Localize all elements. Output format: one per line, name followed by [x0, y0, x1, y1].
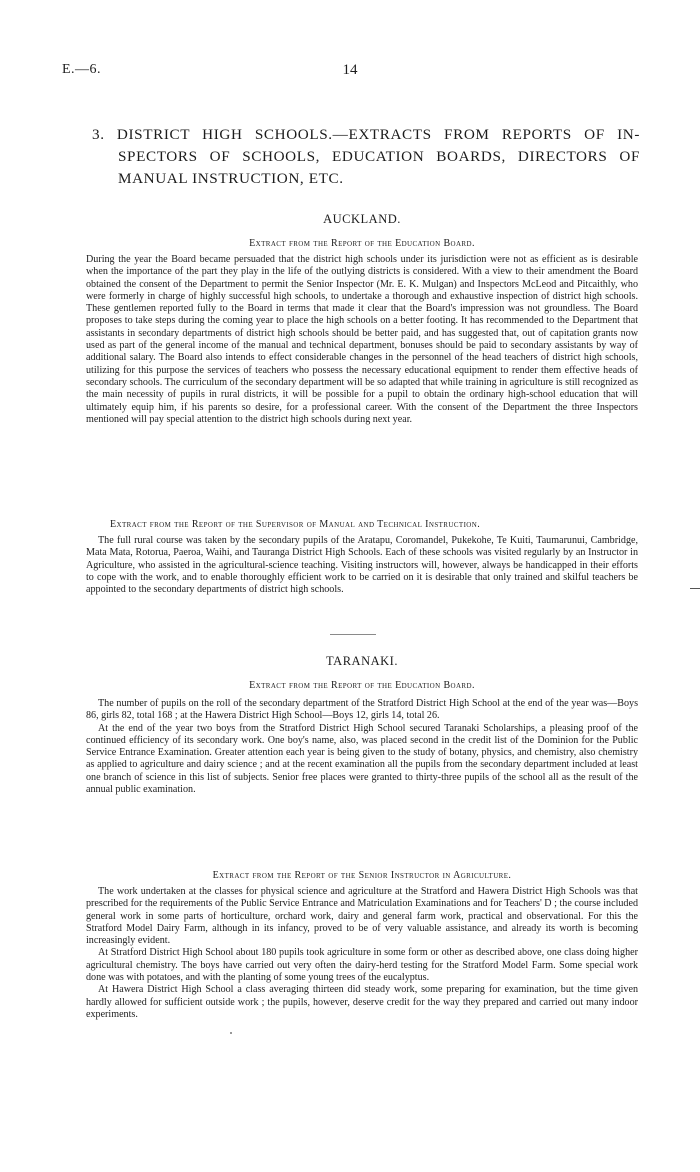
section-divider — [330, 634, 376, 635]
title-line-2: SPECTORS OF SCHOOLS, EDUCATION BOARDS, DIRECTORS OF — [118, 148, 640, 165]
auckland-board-paragraph: During the year the Board became persuaded that the district high schools under its jurisdiction were not as efficient as is desirable when the importance of the part they play in the life of the outlying districts is considered. With a view to their amendment the Board obtained the consent of the Department to permit the Senior Inspector (Mr. E. K. Mulgan) and Inspectors McLeod and Pitcaithly, who were formerly in charge of highly successful high schools, to undertake a thorough and exhaustive inspection of district high schools. These gentlemen reported fully to the Board in terms that made it clear that the Board's impression was not groundless. The Board proposes to take steps during the coming year to place the high schools on a better footing. It has recommended to the Department that assistants in secondary departments of district high schools should be better paid, and has suggested that, out of capitation grants now used as part of the general income of the manual and technical department, bonuses should be paid to secondary assistants by way of additional salary. The Board also intends to effect considerable changes in the personnel of the head teachers of district high schools, utilizing for this purpose the services of teachers who possess the necessary educational equipment to render them effective heads of secondary schools. The curriculum of the secondary department will be so adapted that while training in agriculture is still recognized as the main necessity of pupils in rural districts, it will be possible for a pupil to obtain the ordinary high-school education that will ultimately equip him, if his parents so desire, for a professional career. With the consent of the Department the three Inspectors mentioned will pay special attention to the district high schools during next year. — [86, 254, 638, 425]
taranaki-stratford-paragraph: At Stratford District High School about 180 pupils took agriculture in some form or other as described above, one class doing higher agricultural chemistry. The boys have carried out very often the dairy-herd testing for the Stratford Model Farm. Some special work done was with potatoes, and with the planting of some young trees of the eucalyptus. — [86, 947, 638, 984]
taranaki-heading: TARANAKI. — [326, 654, 398, 668]
auckland-board-report — [86, 254, 638, 426]
auckland-subheading-1-block — [86, 238, 638, 249]
page-number: 14 — [342, 62, 358, 78]
title-line-1: 3. DISTRICT HIGH SCHOOLS.—EXTRACTS FROM REPORTS OF IN- — [92, 126, 640, 143]
auckland-supervisor-report — [86, 535, 638, 596]
taranaki-scholarship-paragraph: At the end of the year two boys from the Stratford District High School secured Taranaki Scholarships, a pleasing proof of the continued efficiency of its secondary work. One boy's name, also, was placed second in the credit list of the Dominion for the Public Service Entrance Examination. Greater attention each year is being given to the study of botany, physics, and chemistry, also chemistry as applied to agriculture and dairy science ; and at the recent examination all the pupils from the secondary department included at least one branch of science in this list of subjects. Senior free places were granted to thirty-three pupils of the school all as the result of the annual public examination. — [86, 722, 638, 796]
taranaki-hawera-paragraph: At Hawera District High School a class averaging thirteen did steady work, some preparing for examination, but the time given hardly allowed for sufficient outside work ; the pupils, however, deserve credit for the way they prepared and carried out many indoor experiments. — [86, 984, 638, 1020]
auckland-subheading-2-block — [110, 519, 638, 530]
taranaki-heading-block — [86, 654, 638, 669]
auckland-heading-block — [86, 212, 638, 227]
auckland-heading: AUCKLAND. — [323, 212, 401, 226]
taranaki-roll-paragraph: The number of pupils on the roll of the secondary department of the Stratford District High School at the end of the year was—Boys 86, girls 82, total 168 ; at the Hawera District High School—Boys 12, girls 14, total 26. — [86, 698, 638, 722]
taranaki-board-subheading: Extract from the Report of the Education Board. — [249, 680, 475, 691]
taranaki-board-report — [86, 698, 638, 796]
taranaki-subheading-2-block — [86, 870, 638, 881]
document-code: E.—6. — [62, 62, 102, 77]
section-title — [92, 124, 640, 190]
margin-mark — [690, 588, 700, 589]
taranaki-agriculture-report — [86, 886, 638, 1021]
page-speck — [230, 1032, 232, 1034]
auckland-supervisor-paragraph: The full rural course was taken by the secondary pupils of the Aratapu, Coromandel, Pukekohe, Te Kuiti, Taumarunui, Cambridge, Mata Mata, Rotorua, Paeroa, Waihi, and Tauranga District High Schools. Each of these schools was visited regularly by an Instructor in Agriculture, who assisted in the agricultural-science teaching. Visiting instructors will, however, always be handicapped in their efforts to cope with the work, and to enable thoroughly efficient work to be carried on it is desirable that only trained and skilful teachers be appointed to the secondary departments of district high schools. — [86, 535, 638, 596]
taranaki-subheading-1-block — [86, 680, 638, 691]
title-line-3: MANUAL INSTRUCTION, ETC. — [118, 170, 344, 187]
taranaki-agriculture-subheading: Extract from the Report of the Senior Instructor in Agriculture. — [212, 870, 512, 881]
auckland-supervisor-subheading: Extract from the Report of the Supervisor of Manual and Technical Instruction. — [110, 519, 481, 530]
taranaki-classes-paragraph: The work undertaken at the classes for physical science and agriculture at the Stratford and Hawera District High Schools was that prescribed for the requirements of the Public Service Entrance and Matriculation Examinations and for Teachers' D ; the course included general work in some parts of horticulture, orchard work, dairy and general farm work, practical and observational. For this the Stratford Model Dairy Farm, although in its infancy, proved to be of very valuable assistance, and already its worth is becoming increasingly evident. — [86, 886, 638, 947]
auckland-board-subheading: Extract from the Report of the Education Board. — [249, 238, 475, 249]
